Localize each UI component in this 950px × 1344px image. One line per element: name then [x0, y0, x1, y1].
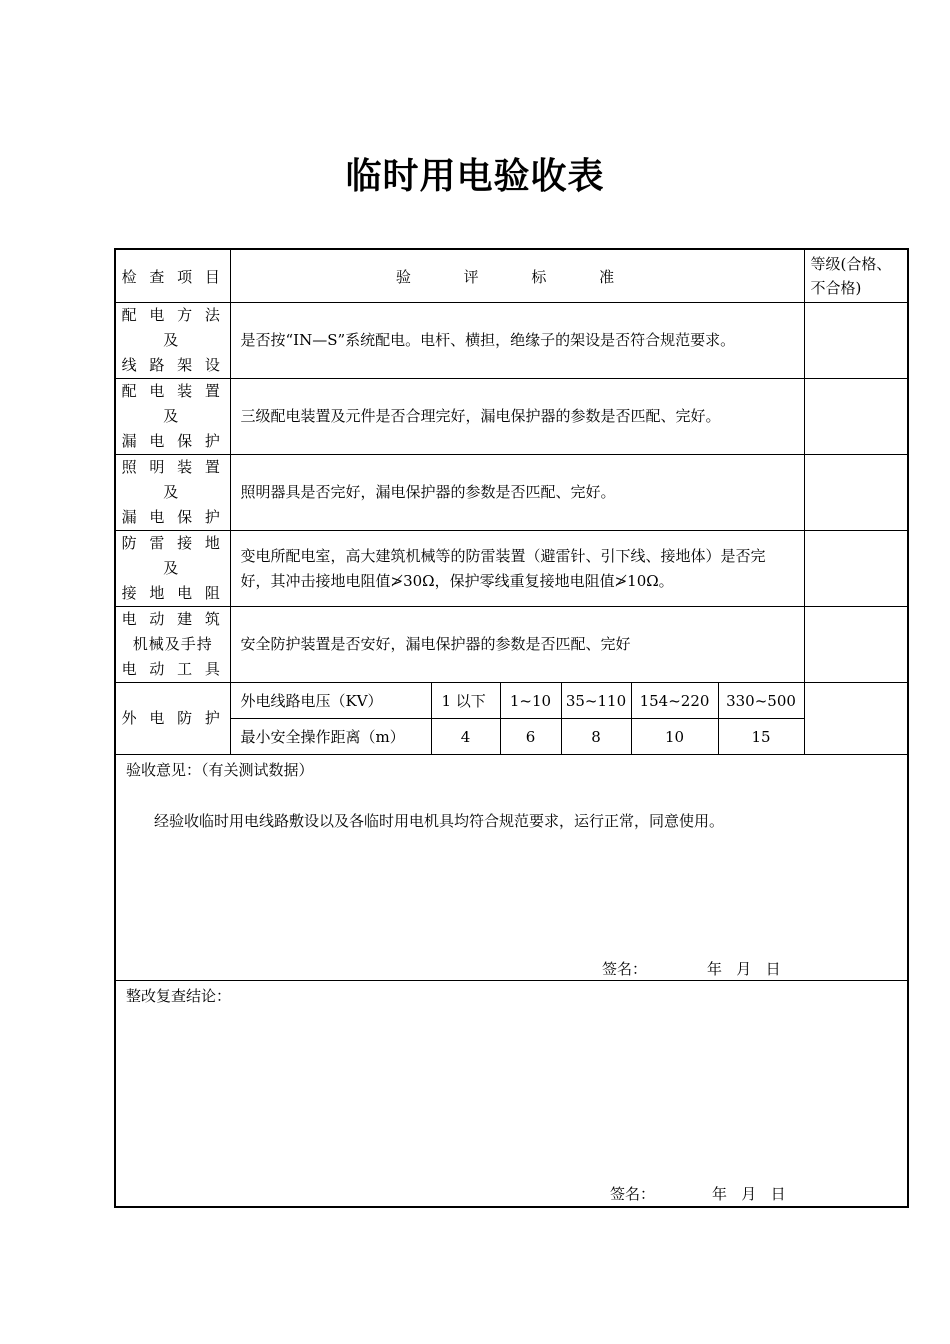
header-grade-line2: 不合格): [810, 279, 862, 297]
table-row: [115, 303, 908, 379]
inspection-table: [114, 248, 909, 1208]
distance-value: 15: [718, 719, 804, 755]
review-row: [115, 981, 908, 1208]
review-date: 年 月 日: [712, 1185, 786, 1203]
table-row: [115, 607, 908, 683]
grade-cell[interactable]: [804, 531, 908, 607]
voltage-value: 1 以下: [431, 683, 500, 719]
voltage-value: 35~110: [561, 683, 631, 719]
grade-cell[interactable]: [804, 455, 908, 531]
item-cell: 配 电 方 法 及 线 路 架 设: [115, 303, 230, 379]
distance-value: 8: [561, 719, 631, 755]
opinion-row: [115, 755, 908, 981]
opinion-text: 经验收临时用电线路敷设以及各临时用电机具均符合规范要求，运行正常，同意使用。: [154, 812, 725, 830]
distance-value: 10: [631, 719, 718, 755]
grade-cell[interactable]: [804, 607, 908, 683]
item-cell: 电 动 建 筑 机械及手持 电 动 工 具: [115, 607, 230, 683]
voltage-value: 1~10: [500, 683, 561, 719]
review-sign-label: 签名：: [610, 1185, 656, 1203]
table-row: [115, 531, 908, 607]
header-row: [115, 249, 908, 303]
standard-cell: 三级配电装置及元件是否合理完好，漏电保护器的参数是否匹配、完好。: [230, 379, 804, 455]
opinion-cell[interactable]: [115, 755, 908, 981]
external-grade-cell[interactable]: [804, 683, 908, 755]
voltage-value: 330~500: [718, 683, 804, 719]
standard-cell: 是否按“IN—S”系统配电。电杆、横担，绝缘子的架设是否符合规范要求。: [230, 303, 804, 379]
review-cell[interactable]: [115, 981, 908, 1208]
opinion-date: 年 月 日: [707, 960, 781, 978]
table-row: [115, 455, 908, 531]
item-cell: 防 雷 接 地 及 接 地 电 阻: [115, 531, 230, 607]
standard-cell: 安全防护装置是否安好，漏电保护器的参数是否匹配、完好: [230, 607, 804, 683]
opinion-sign-label: 签名：: [602, 960, 648, 978]
distance-value: 4: [431, 719, 500, 755]
distance-label: 最小安全操作距离（m）: [230, 719, 431, 755]
external-distance-row: [115, 719, 908, 755]
header-grade-line1: 等级(合格、: [810, 255, 892, 273]
table-row: [115, 379, 908, 455]
item-cell: 配 电 装 置 及 漏 电 保 护: [115, 379, 230, 455]
standard-cell: 变电所配电室，高大建筑机械等的防雷装置（避雷针、引下线、接地体）是否完 好，其冲击接地电阻值≯30Ω，保护零线重复接地电阻值≯10Ω。: [230, 531, 804, 607]
header-item: 检 查 项 目: [115, 249, 230, 303]
header-standard: 验 评 标 准: [230, 249, 804, 303]
grade-cell[interactable]: [804, 303, 908, 379]
distance-value: 6: [500, 719, 561, 755]
page-title: 临时用电验收表: [345, 156, 605, 197]
item-cell: 照 明 装 置 及 漏 电 保 护: [115, 455, 230, 531]
voltage-value: 154~220: [631, 683, 718, 719]
standard-cell: 照明器具是否完好，漏电保护器的参数是否匹配、完好。: [230, 455, 804, 531]
external-item-cell: 外 电 防 护: [115, 683, 230, 755]
header-grade: [804, 249, 908, 303]
voltage-label: 外电线路电压（KV）: [230, 683, 431, 719]
external-voltage-row: [115, 683, 908, 719]
grade-cell[interactable]: [804, 379, 908, 455]
opinion-label: 验收意见：（有关测试数据）: [126, 761, 314, 779]
review-label: 整改复查结论：: [126, 987, 232, 1005]
